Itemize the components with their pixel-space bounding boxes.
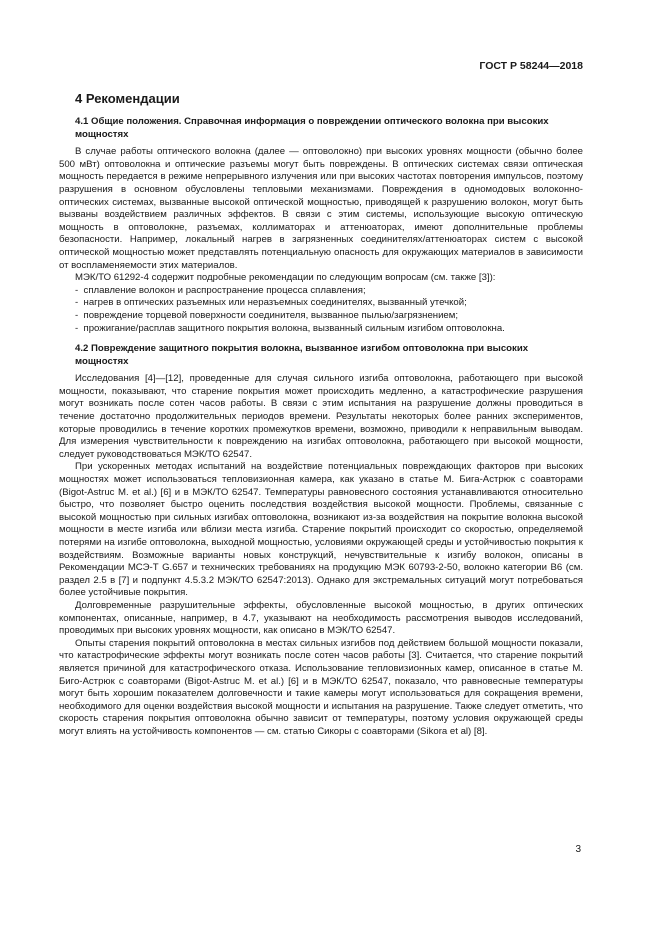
- paragraph: Долговременные разрушительные эффекты, обусловленные высокой мощностью, в других оптических компонентах, описанные, например, в 4.7, указывают на необходимость рассмотрения выводов исследований, проводимых при высоких уровнях мощности, как описано в МЭК/ТО 62547.: [59, 599, 583, 637]
- page-number: 3: [575, 844, 581, 855]
- paragraph: Опыты старения покрытий оптоволокна в местах сильных изгибов под действием большой мощности показали, что катастрофические эффекты могут возникать после сотен часов работы [3]. Считается, что старение покрытий является причиной для катастрофического отказа. Использование тепловизионных камер, описанное в статье М. Биго-Астрюк с соавторами (Bigot-Astruc M. et al.) [6] и в МЭК/ТО 62547, показало, что равновесные температуры могут быть хорошим показателем долговечности и такие камеры могут использоваться для сокращения времени, необходимого для оценки воздействия высокой мощности и испытания на разрушение. Также следует отметить, что скорость старения покрытия оптоволокна обычно зависит от температуры, поэтому условия окружающей среды могут влиять на устойчивость компонентов — см. статью Сикоры с соавторами (Sikora et al) [8].: [59, 637, 583, 737]
- paragraph: МЭК/ТО 61292-4 содержит подробные рекомендации по следующим вопросам (см. также [3]):: [75, 272, 496, 284]
- list-item: - нагрев в оптических разъемных или неразъемных соединителях, вызванный утечкой;: [75, 297, 583, 310]
- section-title: 4 Рекомендации: [75, 91, 180, 106]
- list-item: - сплавление волокон и распространение процесса сплавления;: [75, 285, 583, 298]
- document-code: ГОСТ Р 58244—2018: [479, 60, 583, 72]
- subsection-title-4-2: 4.2 Повреждение защитного покрытия волокна, вызванное изгибом оптоволокна при высоких мощностях: [75, 343, 529, 367]
- subsection-title-4-1: 4.1 Общие положения. Справочная информация о повреждении оптического волокна при высоких мощностях: [75, 116, 549, 140]
- page-content: [59, 91, 583, 739]
- recommendation-list: [75, 285, 583, 335]
- paragraph: В случае работы оптического волокна (далее — оптоволокно) при высоких уровнях мощности (обычно более 500 мВт) оптоволокна и оптические разъемы могут быть повреждены. В оптических системах связи оптическая мощность передается в режиме непрерывного излучения или при высоких частотах повторения импульсов, поэтому разрушения в основном обусловлены тепловыми механизмами. Повреждения в одномодовых волоконно-оптических системах, вызванные высокой оптической мощностью, приводящей к разрушению волокон, могут быть вызваны воздействием различных эффектов. В связи с этим системы, использующие высокую оптическую мощность в оптоволокне, разъемах, коллиматорах и аттенюаторах, имеют дополнительные проблемы безопасности. Например, локальный нагрев в загрязненных соединителях/аттенюаторах систем с высокой оптической мощностью может представлять потенциальную опасность для окружающих материалов в зависимости от воспламеняемости этих материалов.: [59, 146, 583, 271]
- paragraph: При ускоренных методах испытаний на воздействие потенциальных повреждающих факторов при высоких мощностях может использоваться тепловизионная камера, как указано в статье М. Бига-Астрюк с соавторами (Bigot-Astruc M. et al.) [6] и в МЭК/ТО 62547. Температуры равновесного состояния устанавливаются относительно быстро, что позволяет быстро оценить последствия воздействия высокой мощности. Проблемы, связанные с высокой мощностью при сильных изгибах оптоволокна, возникают из-за воздействия на покрытие волокна высокой мощности в месте изгиба или вблизи места изгиба. Старение покрытий происходит со скоростью, определяемой потерями на изгибе оптоволокна, выходной мощностью, условиями окружающей среды и устойчивостью покрытия к воздействиям. Возможные варианты новых конструкций, нечувствительные к изгибу волокон, описаны в Рекомендации МСЭ-Т G.657 и технических требованиях на продукцию МЭК 60793-2-50, волокно категории В6 (см. раздел 2.5 в [7] и подпункт 4.5.3.2 МЭК/ТО 62547:2013). Однако для экстремальных ситуаций могут потребоваться более устойчивые покрытия.: [59, 461, 583, 599]
- list-item: - повреждение торцевой поверхности соединителя, вызванное пылью/загрязнением;: [75, 310, 583, 323]
- list-item: - прожигание/расплав защитного покрытия волокна, вызванный сильным изгибом оптоволокна.: [75, 323, 583, 336]
- paragraph: Исследования [4]—[12], проведенные для случая сильного изгиба оптоволокна, работающего при высокой мощности, показывают, что старение покрытия может происходить медленно, а катастрофические разрушения могут возникать после сотен часов работы. В связи с этим испытания на разрушение должны проводиться в течение достаточно продолжительных периодов времени. Результаты некоторых более ранних экспериментов, которые проводились в течение коротких промежутков времени, возможно, приводили к неправильным выводам. Для измерения чувствительности к повреждению на изгибах оптоволокна, работающего при высокой мощности, следует руководствоваться МЭК/ТО 62547.: [59, 373, 583, 460]
